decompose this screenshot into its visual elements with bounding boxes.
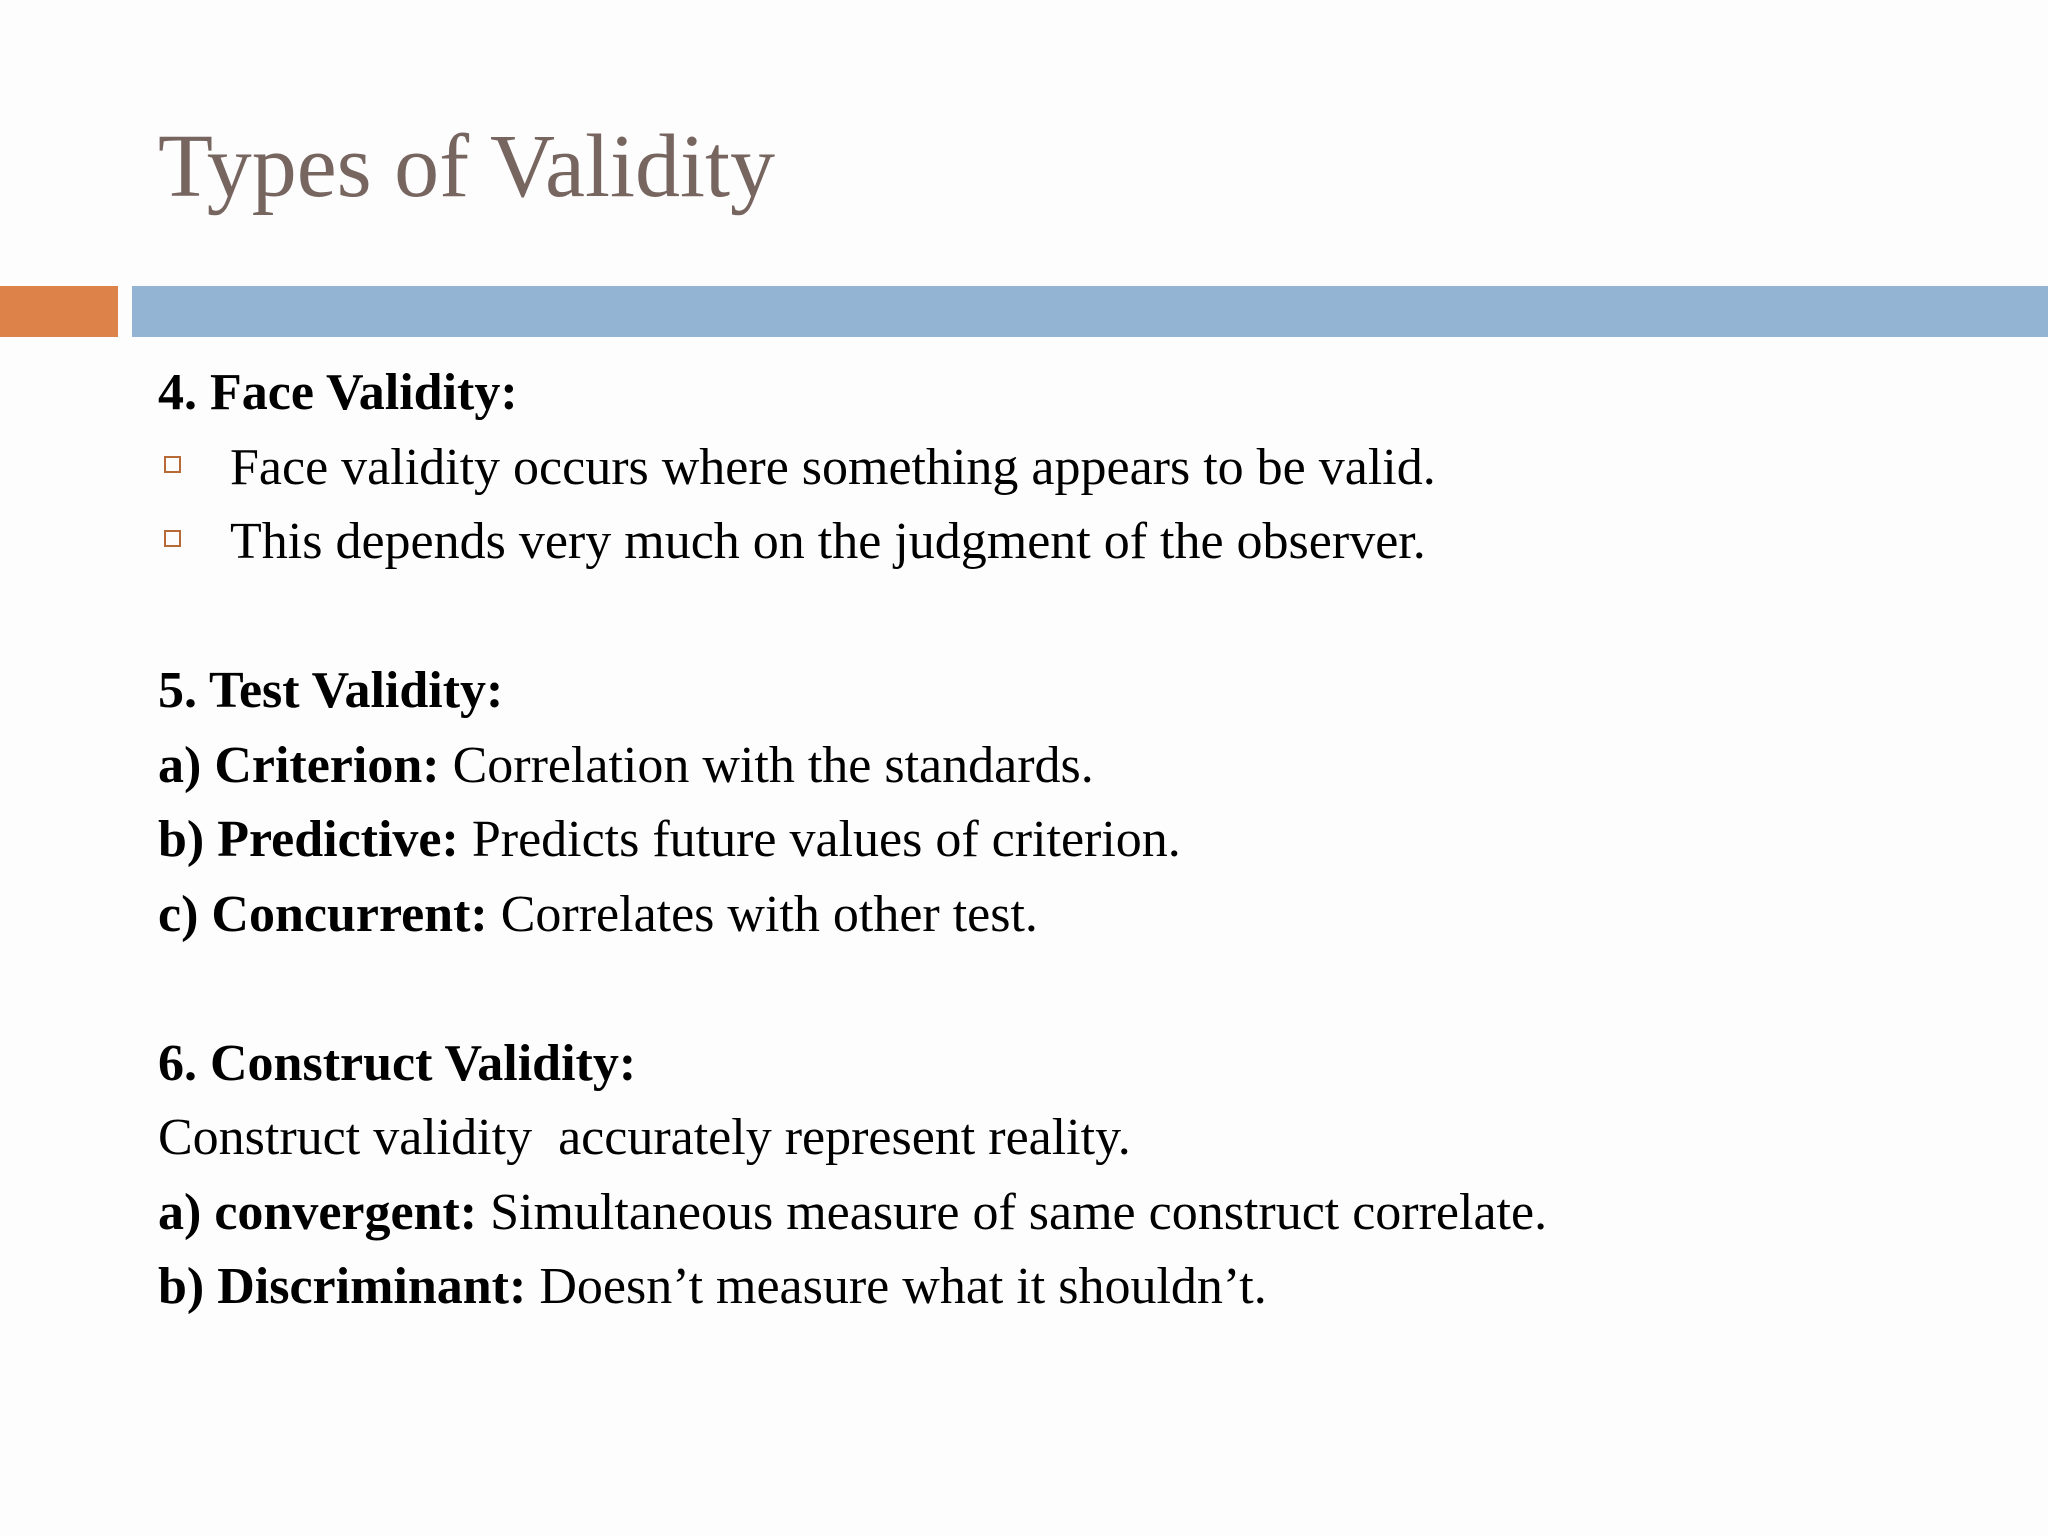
bullet-item	[158, 431, 1978, 506]
slide-body	[158, 356, 1978, 1325]
accent-bar-orange	[0, 286, 118, 337]
test-item-concurrent	[158, 878, 1978, 953]
item-term: a) Criterion:	[158, 736, 440, 794]
hollow-square-bullet-icon	[164, 456, 181, 473]
bullet-text: This depends very much on the judgment of the observer.	[230, 513, 1426, 570]
test-item-criterion	[158, 729, 1978, 804]
item-term: b) Predictive:	[158, 811, 459, 868]
accent-bar-blue	[132, 286, 2048, 337]
spacer	[158, 952, 1978, 1027]
item-description: Predicts future values of criterion.	[458, 811, 1181, 868]
item-description: Correlates with other test.	[487, 885, 1038, 943]
face-validity-heading: 4. Face Validity:	[158, 364, 518, 421]
item-description: Doesn’t measure what it shouldn’t.	[526, 1258, 1267, 1315]
item-description: Simultaneous measure of same construct correlate.	[477, 1183, 1548, 1241]
construct-item-convergent	[158, 1176, 1978, 1251]
item-term: c) Concurrent:	[158, 885, 488, 943]
test-item-predictive	[158, 803, 1978, 878]
construct-intro: Construct validity accurately represent reality.	[158, 1109, 1131, 1166]
test-validity-heading: 5. Test Validity:	[158, 662, 504, 719]
slide-title: Types of Validity	[158, 117, 775, 216]
item-term: b) Discriminant:	[158, 1258, 527, 1315]
bullet-item	[158, 505, 1978, 580]
construct-validity-heading: 6. Construct Validity:	[158, 1034, 637, 1092]
item-term: a) convergent:	[158, 1183, 478, 1241]
item-description: Correlation with the standards.	[439, 736, 1094, 794]
spacer	[158, 580, 1978, 655]
bullet-text: Face validity occurs where something appears to be valid.	[230, 438, 1436, 496]
construct-item-discriminant	[158, 1250, 1978, 1325]
hollow-square-bullet-icon	[164, 530, 181, 547]
